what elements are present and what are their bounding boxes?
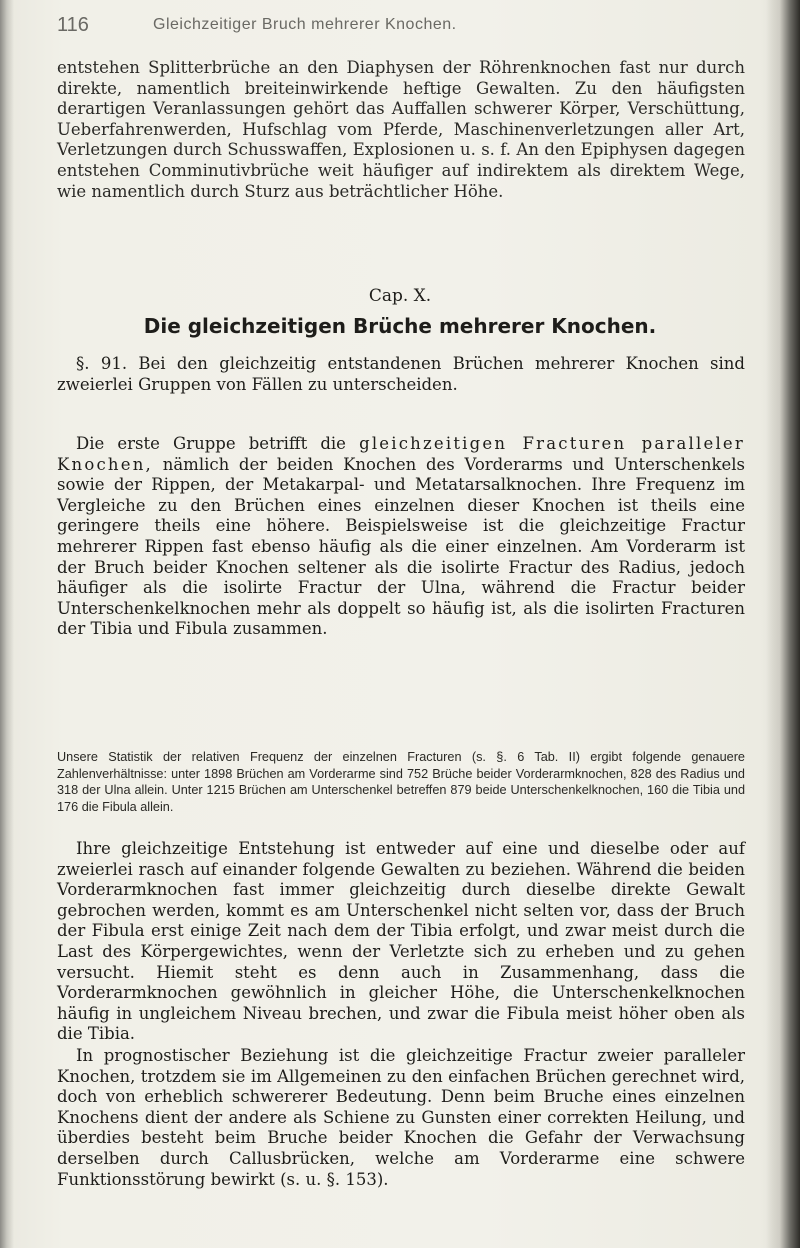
page-gutter-shadow xyxy=(0,0,14,1248)
section-intro: Bei den gleichzeitig entstandenen Brüchen mehrerer Knochen sind zweierlei Gruppen von Fällen zu unterscheiden. xyxy=(57,354,745,394)
first-group-paragraph xyxy=(57,434,745,640)
running-title: Gleichzeitiger Bruch mehrerer Knochen. xyxy=(153,16,457,33)
origin-paragraph: Ihre gleichzeitige Entstehung ist entweder auf eine und dieselbe oder auf zweierlei rasch auf einander folgende Gewalten zu beziehen. Während die beiden Vorderarmknochen fast immer gleichzeitig durch dieselbe direkte Gewalt gebrochen werden, kommt es am Unterschenkel nicht selten vor, dass der Bruch der Fibula erst einige Zeit nach dem der Tibia erfolgt, und zwar meist durch die Last des Körpergewichtes, wenn der Verletzte sich zu erheben und zu gehen versucht. Hiemit steht es denn auch in Zusammenhang, dass die Vorderarmknochen gewöhnlich in gleicher Höhe, die Unterschenkelknochen häufig in ungleichem Niveau brechen, und zwar die Fibula meist höher oben als die Tibia. xyxy=(57,839,745,1044)
page-edge-shadow xyxy=(766,0,800,1248)
first-group-rest: nämlich der beiden Knochen des Vorderarms und Unterschenkels sowie der Rippen, der Metakarpal- und Metatarsalknochen. Ihre Frequenz im Vergleiche zu den Brüchen eines einzelnen dieser Knochen ist theils eine geringere theils eine höhere. Beispielsweise ist die gleichzeitige Fractur mehrerer Rippen fast ebenso häufig als die einer einzelnen. Am Vorderarm ist der Bruch beider Knochen seltener als die isolirte Fractur des Radius, jedoch häufiger als die isolirte Fractur der Ulna, während die Fractur beider Unterschenkelknochen mehr als doppelt so häufig ist, als die isolirten Fracturen der Tibia und Fibula zusammen. xyxy=(57,454,745,639)
running-header xyxy=(57,14,747,40)
continuation-paragraph: entstehen Splitterbrüche an den Diaphysen der Röhrenknochen fast nur durch direkte, namentlich breiteinwirkende heftige Gewalten. Zu den häufigsten derartigen Veranlassungen gehört das Auffallen schwerer Körper, Verschüttung, Ueberfahrenwerden, Hufschlag vom Pferde, Maschinenverletzungen aller Art, Verletzungen durch Schusswaffen, Explosionen u. s. f. An den Epiphysen dagegen entstehen Comminutivbrüche weit häufiger auf indirektem als direktem Wege, wie namentlich durch Sturz aus beträchtlicher Höhe. xyxy=(57,58,745,201)
section-number: §. 91. xyxy=(76,354,128,373)
section-91-paragraph xyxy=(57,354,745,395)
statistics-note: Unsere Statistik der relativen Frequenz der einzelnen Fracturen (s. §. 6 Tab. II) ergibt folgende genauere Zahlenverhältnisse: unter 1898 Brüchen am Vorderarme sind 752 Brüche beider Vorderarmknochen, 828 des Radius und 318 der Ulna allein. Unter 1215 Brüchen am Unterschenkel betreffen 879 beide Unterschenkelknochen, 160 die Tibia und 176 die Fibula allein. xyxy=(57,750,745,814)
chapter-title: Die gleichzeitigen Brüche mehrerer Knochen. xyxy=(143,314,657,338)
first-group-lead: Die erste Gruppe betrifft die xyxy=(76,434,346,453)
page-number: 116 xyxy=(57,14,89,36)
prognosis-paragraph: In prognostischer Beziehung ist die gleichzeitige Fractur zweier paralleler Knochen, trotzdem sie im Allgemeinen zu den einfachen Brüchen gerechnet wird, doch von erheblich schwererer Bedeutung. Denn beim Bruche eines einzelnen Knochens dient der andere als Schiene zu Gunsten einer correkten Heilung, und überdies besteht beim Bruche beider Knochen die Gefahr der Verwachsung derselben durch Callusbrücken, welche am Vorderarme eine schwere Funktionsstörung bewirkt (s. u. §. 153). xyxy=(57,1046,745,1189)
chapter-label: Cap. X. xyxy=(368,286,432,306)
first-group-spaced-term: gleichzeitigen Fracturen paralleler Knochen, xyxy=(57,434,745,474)
